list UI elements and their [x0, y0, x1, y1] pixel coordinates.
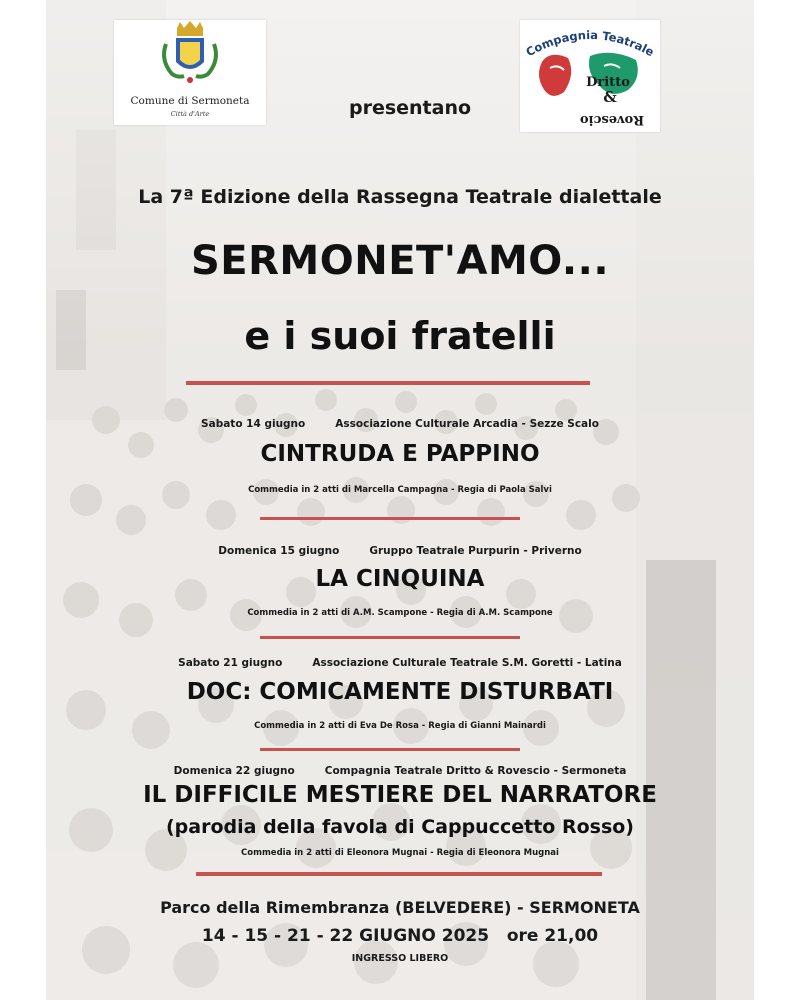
svg-text:Compagnia Teatrale	[523, 28, 656, 59]
presentano-label: presentano	[348, 97, 472, 119]
event-title: CINTRUDA E PAPPINO	[260, 441, 540, 467]
event-header	[46, 765, 754, 777]
event-credits: Commedia in 2 atti di A.M. Scampone - Regia di A.M. Scampone	[247, 608, 553, 618]
poster-title-line2: e i suoi fratelli	[244, 314, 556, 358]
event-credits: Commedia in 2 atti di Eva De Rosa - Regia di Gianni Mainardi	[254, 721, 546, 731]
event-title: IL DIFFICILE MESTIERE DEL NARRATORE	[143, 782, 657, 808]
compagnia-arc-text: Compagnia Teatrale	[523, 27, 657, 60]
compagnia-amp-text: &	[603, 88, 617, 106]
event-day: Sabato 21 giugno	[178, 657, 283, 669]
divider-bottom	[196, 872, 602, 876]
divider-main	[186, 381, 590, 385]
venue: Parco della Rimembranza (BELVEDERE) - SERMONETA	[160, 898, 640, 917]
event-poster	[46, 0, 754, 1000]
dates-time: 14 - 15 - 21 - 22 GIUGNO 2025 ore 21,00	[201, 926, 599, 946]
event-title: LA CINQUINA	[315, 566, 485, 592]
event-header	[46, 657, 754, 669]
event-group: Compagnia Teatrale Dritto & Rovescio - Sermoneta	[324, 765, 627, 777]
event-day: Sabato 14 giugno	[201, 418, 306, 430]
compagnia-rovescio-text: Rovescio	[579, 112, 645, 127]
coat-of-arms-icon	[114, 20, 266, 95]
event-header	[46, 545, 754, 557]
compagnia-dritto-text: Dritto	[586, 75, 630, 90]
poster-title: SERMONET'AMO...	[190, 238, 610, 284]
comune-subtitle: Città d'Arte	[170, 110, 210, 118]
event-group: Associazione Culturale Arcadia - Sezze Scalo	[335, 418, 599, 430]
comune-name: Comune di Sermoneta	[130, 95, 250, 107]
divider	[260, 517, 520, 520]
divider	[260, 636, 520, 639]
event-title: DOC: COMICAMENTE DISTURBATI	[186, 679, 614, 705]
event-group: Associazione Culturale Teatrale S.M. Goretti - Latina	[312, 657, 622, 669]
free-entry: INGRESSO LIBERO	[351, 953, 449, 964]
event-day: Domenica 15 giugno	[218, 545, 340, 557]
edition-heading: La 7ª Edizione della Rassegna Teatrale dialettale	[138, 186, 662, 208]
event-parody: (parodia della favola di Cappuccetto Rosso)	[165, 816, 634, 838]
event-credits: Commedia in 2 atti di Marcella Campagna - Regia di Paola Salvi	[248, 485, 552, 495]
event-group: Gruppo Teatrale Purpurin - Priverno	[369, 545, 582, 557]
divider	[260, 748, 520, 751]
event-day: Domenica 22 giugno	[173, 765, 295, 777]
event-header	[46, 418, 754, 430]
event-credits: Commedia in 2 atti di Eleonora Mugnai - Regia di Eleonora Mugnai	[241, 848, 559, 858]
